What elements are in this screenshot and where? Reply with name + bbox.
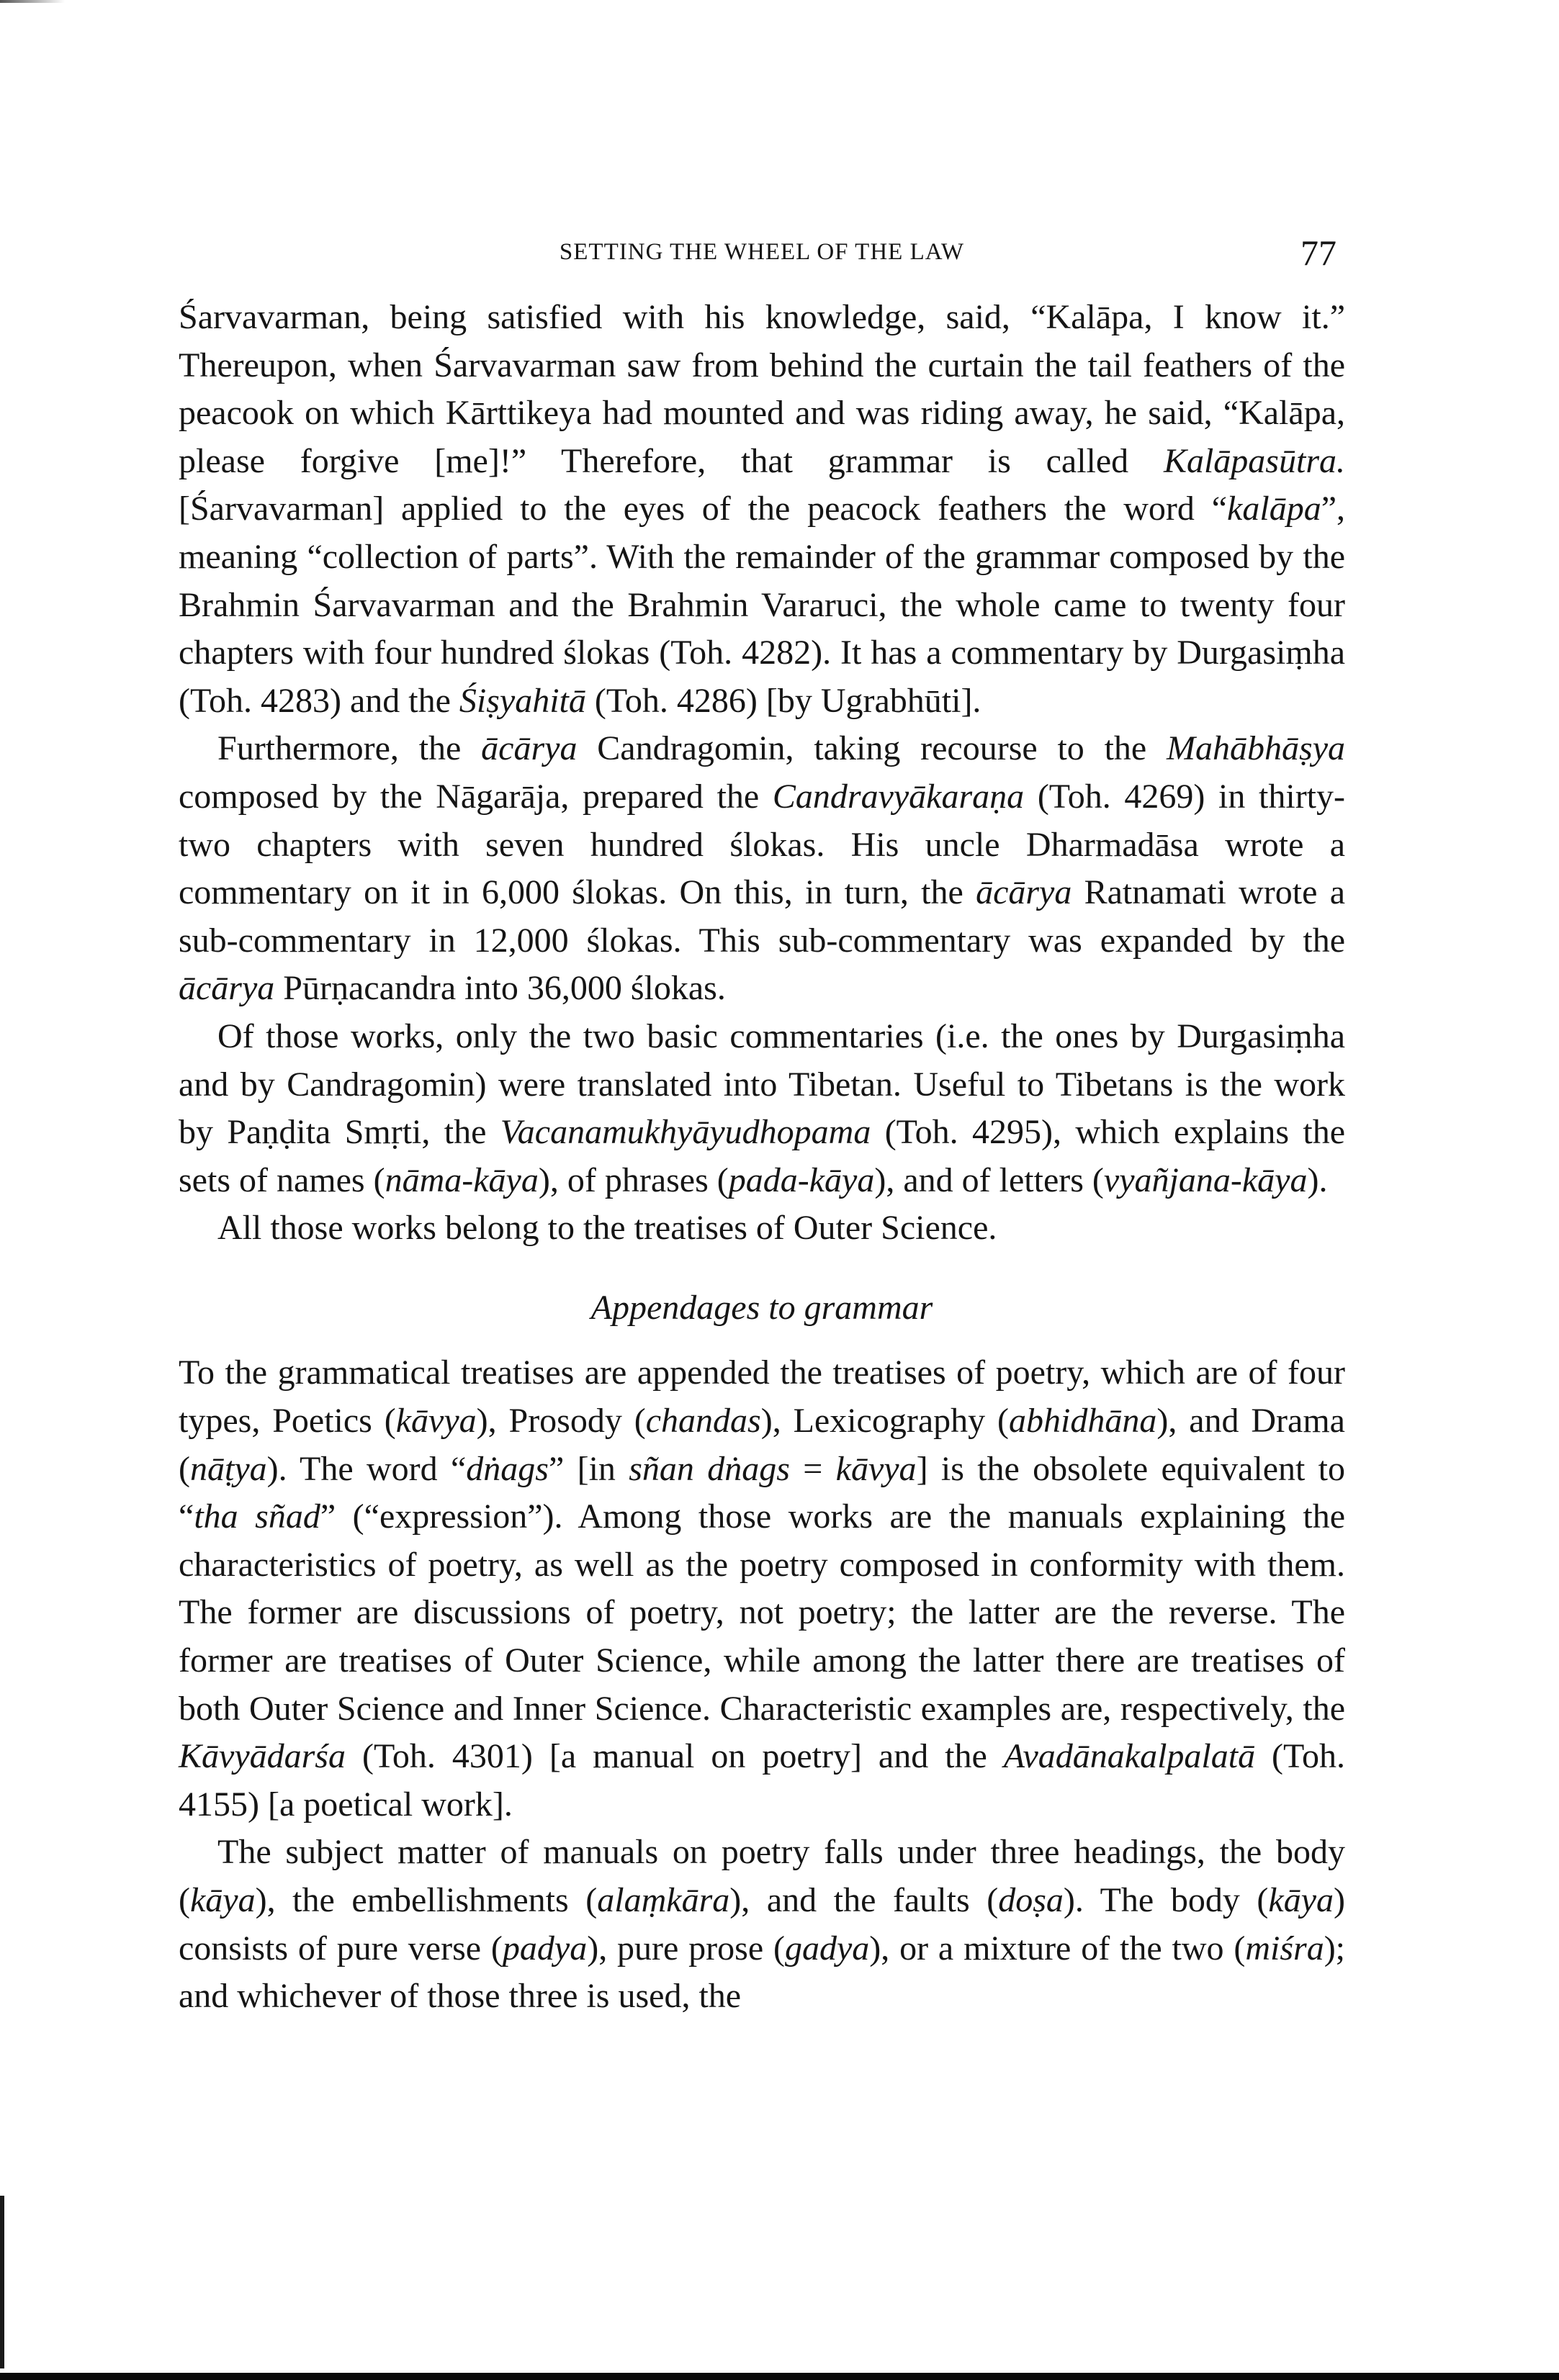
text-run: ), and of letters (: [874, 1160, 1104, 1199]
italic-term: chandas: [645, 1402, 761, 1441]
text-run: Candragomin, taking recourse to the: [577, 729, 1167, 768]
scan-edge-left: [0, 2196, 4, 2368]
paragraph-1: [179, 294, 1345, 725]
italic-term: Vacanamukhyāyudhopama: [500, 1113, 871, 1152]
text-run: composed by the Nāgarāja, prepared the: [179, 777, 773, 816]
text-run: Ratnamati wrote a sub-commentary in 12,000 ślokas. This sub-commentary was expanded by the: [179, 873, 1345, 960]
text-run: (Toh. 4286) [by Ugrabhūti].: [585, 681, 981, 720]
text-run: Śarvavarman, being satisfied with his knowledge, said, “Kalāpa, I know it.” Thereupon, when Śarvavarman saw from behind the curtain the tail feathers of the peacook on which Kārttikeya had mounted and was riding away, he said, “Kalāpa, please forgive [me]!” Therefore, that grammar is called: [179, 298, 1345, 480]
page-number: 77: [1300, 233, 1336, 273]
italic-term: ācārya: [976, 873, 1072, 912]
text-run: =: [789, 1449, 836, 1488]
running-head: [179, 232, 1345, 275]
text-run: ), Prosody (: [476, 1402, 646, 1441]
text-run: ), of phrases (: [538, 1160, 729, 1199]
text-run: Of those works, only the two basic commentaries (i.e. the ones by Durgasiṃha and by Candragomin) were translated into Tibetan. Useful to Tibetans is the work by Paṇḍita Smṛti, the: [179, 1017, 1345, 1152]
paragraph-5: [179, 1349, 1345, 1829]
running-title: SETTING THE WHEEL OF THE LAW: [559, 239, 965, 265]
italic-term: Candravyākaraṇa: [772, 777, 1025, 816]
text-run: ), the embellishments (: [255, 1881, 598, 1919]
paragraph-6: [179, 1829, 1345, 2020]
italic-term: sñan dṅags: [629, 1449, 790, 1488]
text-run: ”, meaning “collection of parts”. With the remainder of the grammar composed by the Brahmin Śarvavarman and the Brahmin Vararuci, the whole came to twenty four chapters with four hundred ślokas (Toh. 4282). It has a commentary by Durgasiṃha (Toh. 4283) and the: [179, 490, 1345, 720]
text-run: ). The body (: [1063, 1881, 1269, 1919]
text-run: [Śarvavarman] applied to the eyes of the peacock feathers the word “: [179, 490, 1228, 528]
italic-term: kāvya: [835, 1449, 917, 1488]
section-heading: Appendages to grammar: [590, 1288, 933, 1327]
italic-term: kāvya: [395, 1402, 477, 1441]
italic-term: doṣa: [998, 1881, 1064, 1919]
text-run: The subject matter of manuals on poetry falls under three headings, the body (: [179, 1833, 1345, 1919]
text-run: (Toh. 4155) [a poetical work].: [179, 1737, 1346, 1824]
italic-term: Kalāpasūtra.: [1163, 441, 1345, 480]
text-run: ), Lexicography (: [760, 1402, 1009, 1441]
italic-term: gadya: [784, 1929, 870, 1967]
text-run: (Toh. 4269) in thirty-two chapters with seven hundred ślokas. His uncle Dharmadāsa wrote a commentary on it in 6,000 ślokas. On this, in turn, the: [179, 777, 1346, 912]
italic-term: nāṭya: [189, 1449, 267, 1488]
italic-term: alaṃkāra: [597, 1881, 730, 1919]
italic-term: Mahābhāṣya: [1167, 729, 1346, 768]
text-run: ).: [1307, 1160, 1328, 1199]
text-run: (Toh. 4295), which explains the sets of names (: [179, 1113, 1346, 1199]
scan-edge-bottom: [0, 2373, 1559, 2380]
italic-term: Śiṣyahitā: [459, 681, 586, 720]
italic-term: kalāpa: [1227, 490, 1321, 528]
italic-term: miśra: [1245, 1929, 1324, 1967]
italic-term: Avadānakalpalatā: [1003, 1737, 1256, 1776]
text-run: To the grammatical treatises are appended the treatises of poetry, which are of four types, Poetics (: [179, 1353, 1345, 1441]
italic-term: pada-kāya: [728, 1160, 875, 1199]
italic-term: ācārya: [179, 969, 275, 1008]
text-run: ), or a mixture of the two (: [869, 1929, 1246, 1967]
text-run: ), and the faults (: [729, 1881, 999, 1919]
paragraph-4: All those works belong to the treatises of Outer Science.: [217, 1209, 997, 1248]
italic-term: nāma-kāya: [385, 1160, 539, 1199]
italic-term: kāya: [189, 1881, 256, 1919]
italic-term: dṅags: [466, 1449, 549, 1488]
italic-term: vyañjana-kāya: [1103, 1160, 1308, 1199]
text-run: Pūrṇacandra into 36,000 ślokas.: [274, 969, 726, 1008]
text-run: ), and Drama (: [179, 1402, 1345, 1488]
text-run: ” (“expression”). Among those works are the manuals explaining the characteristics of poetry, as well as the poetry composed in conformity with them. The former are discussions of poetry, not poetry; the latter are the reverse. The former are treatises of Outer Science, while among the latter there are treatises of both Outer Science and Inner Science. Characteristic examples are, respectively, the: [179, 1497, 1346, 1728]
body-text: [179, 294, 1345, 2021]
italic-term: tha sñad: [194, 1497, 320, 1536]
text-run: ” [in: [548, 1449, 629, 1488]
text-run: ] is the obsolete equivalent to “: [179, 1449, 1346, 1536]
italic-term: Kāvyādarśa: [179, 1737, 346, 1776]
italic-term: ācārya: [481, 729, 578, 768]
paragraph-3: [179, 1013, 1345, 1204]
text-run: ) consists of pure verse (: [179, 1881, 1345, 1967]
text-run: (Toh. 4301) [a manual on poetry] and the: [345, 1737, 1004, 1776]
text-run: ). The word “: [266, 1449, 467, 1488]
italic-term: kāya: [1268, 1881, 1334, 1919]
italic-term: abhidhāna: [1009, 1402, 1157, 1441]
text-run: ), pure prose (: [587, 1929, 785, 1967]
scan-corner-mark: [0, 0, 65, 3]
paragraph-2: [179, 725, 1345, 1013]
italic-term: padya: [502, 1929, 588, 1967]
text-run: ); and whichever of those three is used, the: [179, 1929, 1346, 2016]
text-run: Furthermore, the: [217, 729, 482, 768]
